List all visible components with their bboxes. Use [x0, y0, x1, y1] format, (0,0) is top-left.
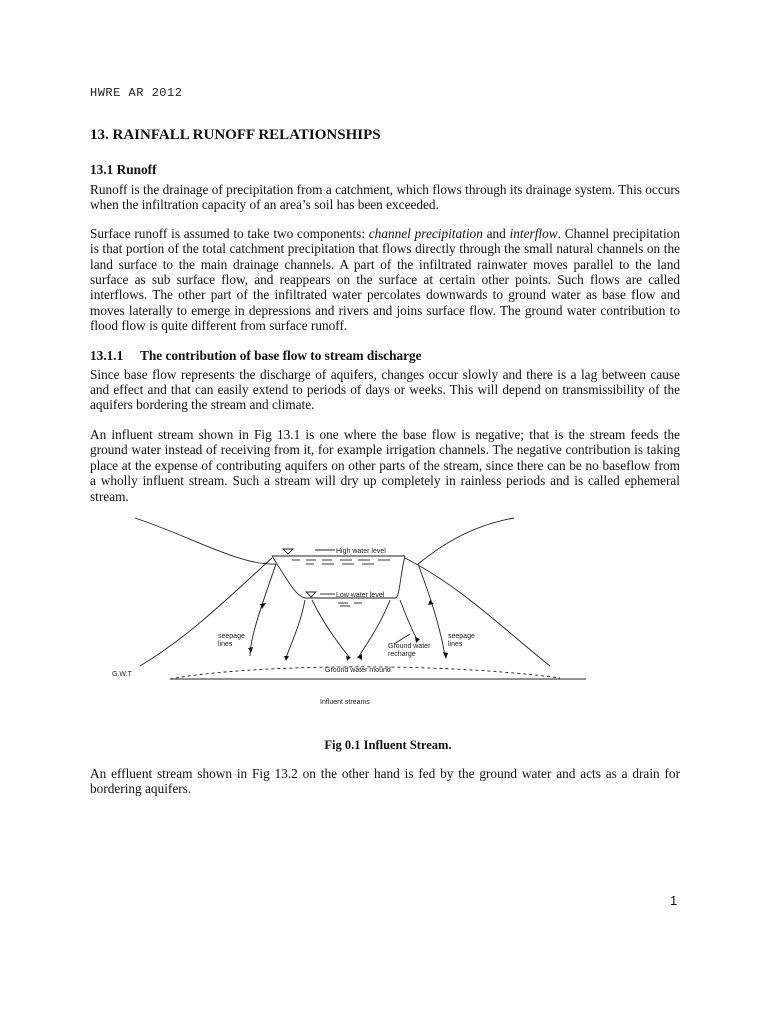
- arrowhead-icon: [284, 656, 289, 661]
- term-channel-precipitation: channel precipitation: [368, 225, 483, 241]
- arrowhead-icon: [346, 656, 351, 661]
- influent-stream-paragraph: An influent stream shown in Fig 13.1 is one where the base flow is negative; that is the stream feeds the ground water instead of receiving from it, for example irrigation channels. The negative contribution is taking place at the expense of contributing aquifers on other parts of the stream, since there can be no baseflow from a wholly influent stream. Such a stream will dry up completely in rainless periods and is called ephemeral stream.: [90, 426, 680, 504]
- mound-label: Ground water mound: [325, 667, 391, 674]
- subsection-heading: [90, 348, 680, 364]
- seepage-left-label: seepage: [218, 633, 245, 640]
- surface-runoff-paragraph: [90, 226, 680, 334]
- subsection-number: 13.1.1: [90, 347, 124, 363]
- seepage-right-label: seepage: [448, 633, 475, 640]
- section-heading: 13.1 Runoff: [90, 162, 157, 177]
- seepage-right-label-2: lines: [448, 641, 463, 648]
- term-interflow: interflow: [509, 225, 558, 241]
- seepage-line-left: [250, 564, 276, 656]
- left-channel-bank: [272, 556, 305, 598]
- text-run: and: [482, 225, 510, 241]
- recharge-label-2: recharge: [388, 651, 416, 658]
- low-water-label: Low water level: [336, 592, 385, 599]
- high-water-label: High water level: [336, 548, 386, 555]
- seepage-line-outer-left: [140, 558, 272, 666]
- seepage-line-inner-left: [286, 600, 305, 658]
- right-channel-bank: [396, 556, 405, 598]
- subsection-title: The contribution of base flow to stream discharge: [140, 347, 422, 363]
- arrowhead-icon: [248, 647, 253, 653]
- seepage-line-center-right: [358, 600, 390, 658]
- gwt-label: G.W.T: [112, 671, 132, 678]
- text-run: . Channel precipitation is that portion of the total catchment precipitation that flows directly through the small natural channels on the land surface to the main drainage channels. A part of the infiltrated rainwater moves parallel to the land surface as sub surface flow, and reappears on the surface at certain other points. Such flows are called interflows. The other part of the infiltrated water percolates downwards to ground water as base flow and moves laterally to emerge in depressions and rivers and joins surface flow. The ground water contribution to flood flow is quite different from surface runoff.: [90, 225, 680, 334]
- left-upper-bank: [135, 518, 276, 564]
- seepage-left-label-2: lines: [218, 641, 233, 648]
- effluent-stream-paragraph: An effluent stream shown in Fig 13.2 on the other hand is fed by the ground water and acts as a drain for bordering aquifers.: [90, 766, 680, 797]
- figure-subtitle: Influent streams: [320, 699, 370, 706]
- text-run: Surface runoff is assumed to take two components:: [90, 225, 369, 241]
- runoff-paragraph: Runoff is the drainage of precipitation from a catchment, which flows through its drainage system. This occurs when the infiltration capacity of an area’s soil has been exceeded.: [90, 182, 680, 213]
- seepage-line-center-left: [312, 600, 350, 658]
- influent-stream-diagram: [100, 516, 600, 716]
- page-number: 1: [670, 893, 678, 908]
- chapter-title: 13. RAINFALL RUNOFF RELATIONSHIPS: [90, 127, 381, 143]
- base-flow-paragraph: Since base flow represents the discharge of aquifers, changes occur slowly and there is a lag between cause and effect and that can easily extend to periods of days or weeks. This will depend on transmissibility of the aquifers bordering the stream and climate.: [90, 366, 680, 413]
- right-upper-bank: [418, 518, 514, 564]
- document-body: [90, 126, 680, 518]
- influent-stream-figure: [100, 516, 600, 716]
- figure-caption: Fig 0.1 Influent Stream.: [324, 738, 452, 752]
- low-water-triangle-icon: [306, 592, 316, 597]
- high-water-triangle-icon: [283, 549, 293, 554]
- arrowhead-icon: [443, 652, 448, 659]
- document-header-code: HWRE AR 2012: [90, 86, 183, 100]
- recharge-label: Ground water: [388, 643, 431, 650]
